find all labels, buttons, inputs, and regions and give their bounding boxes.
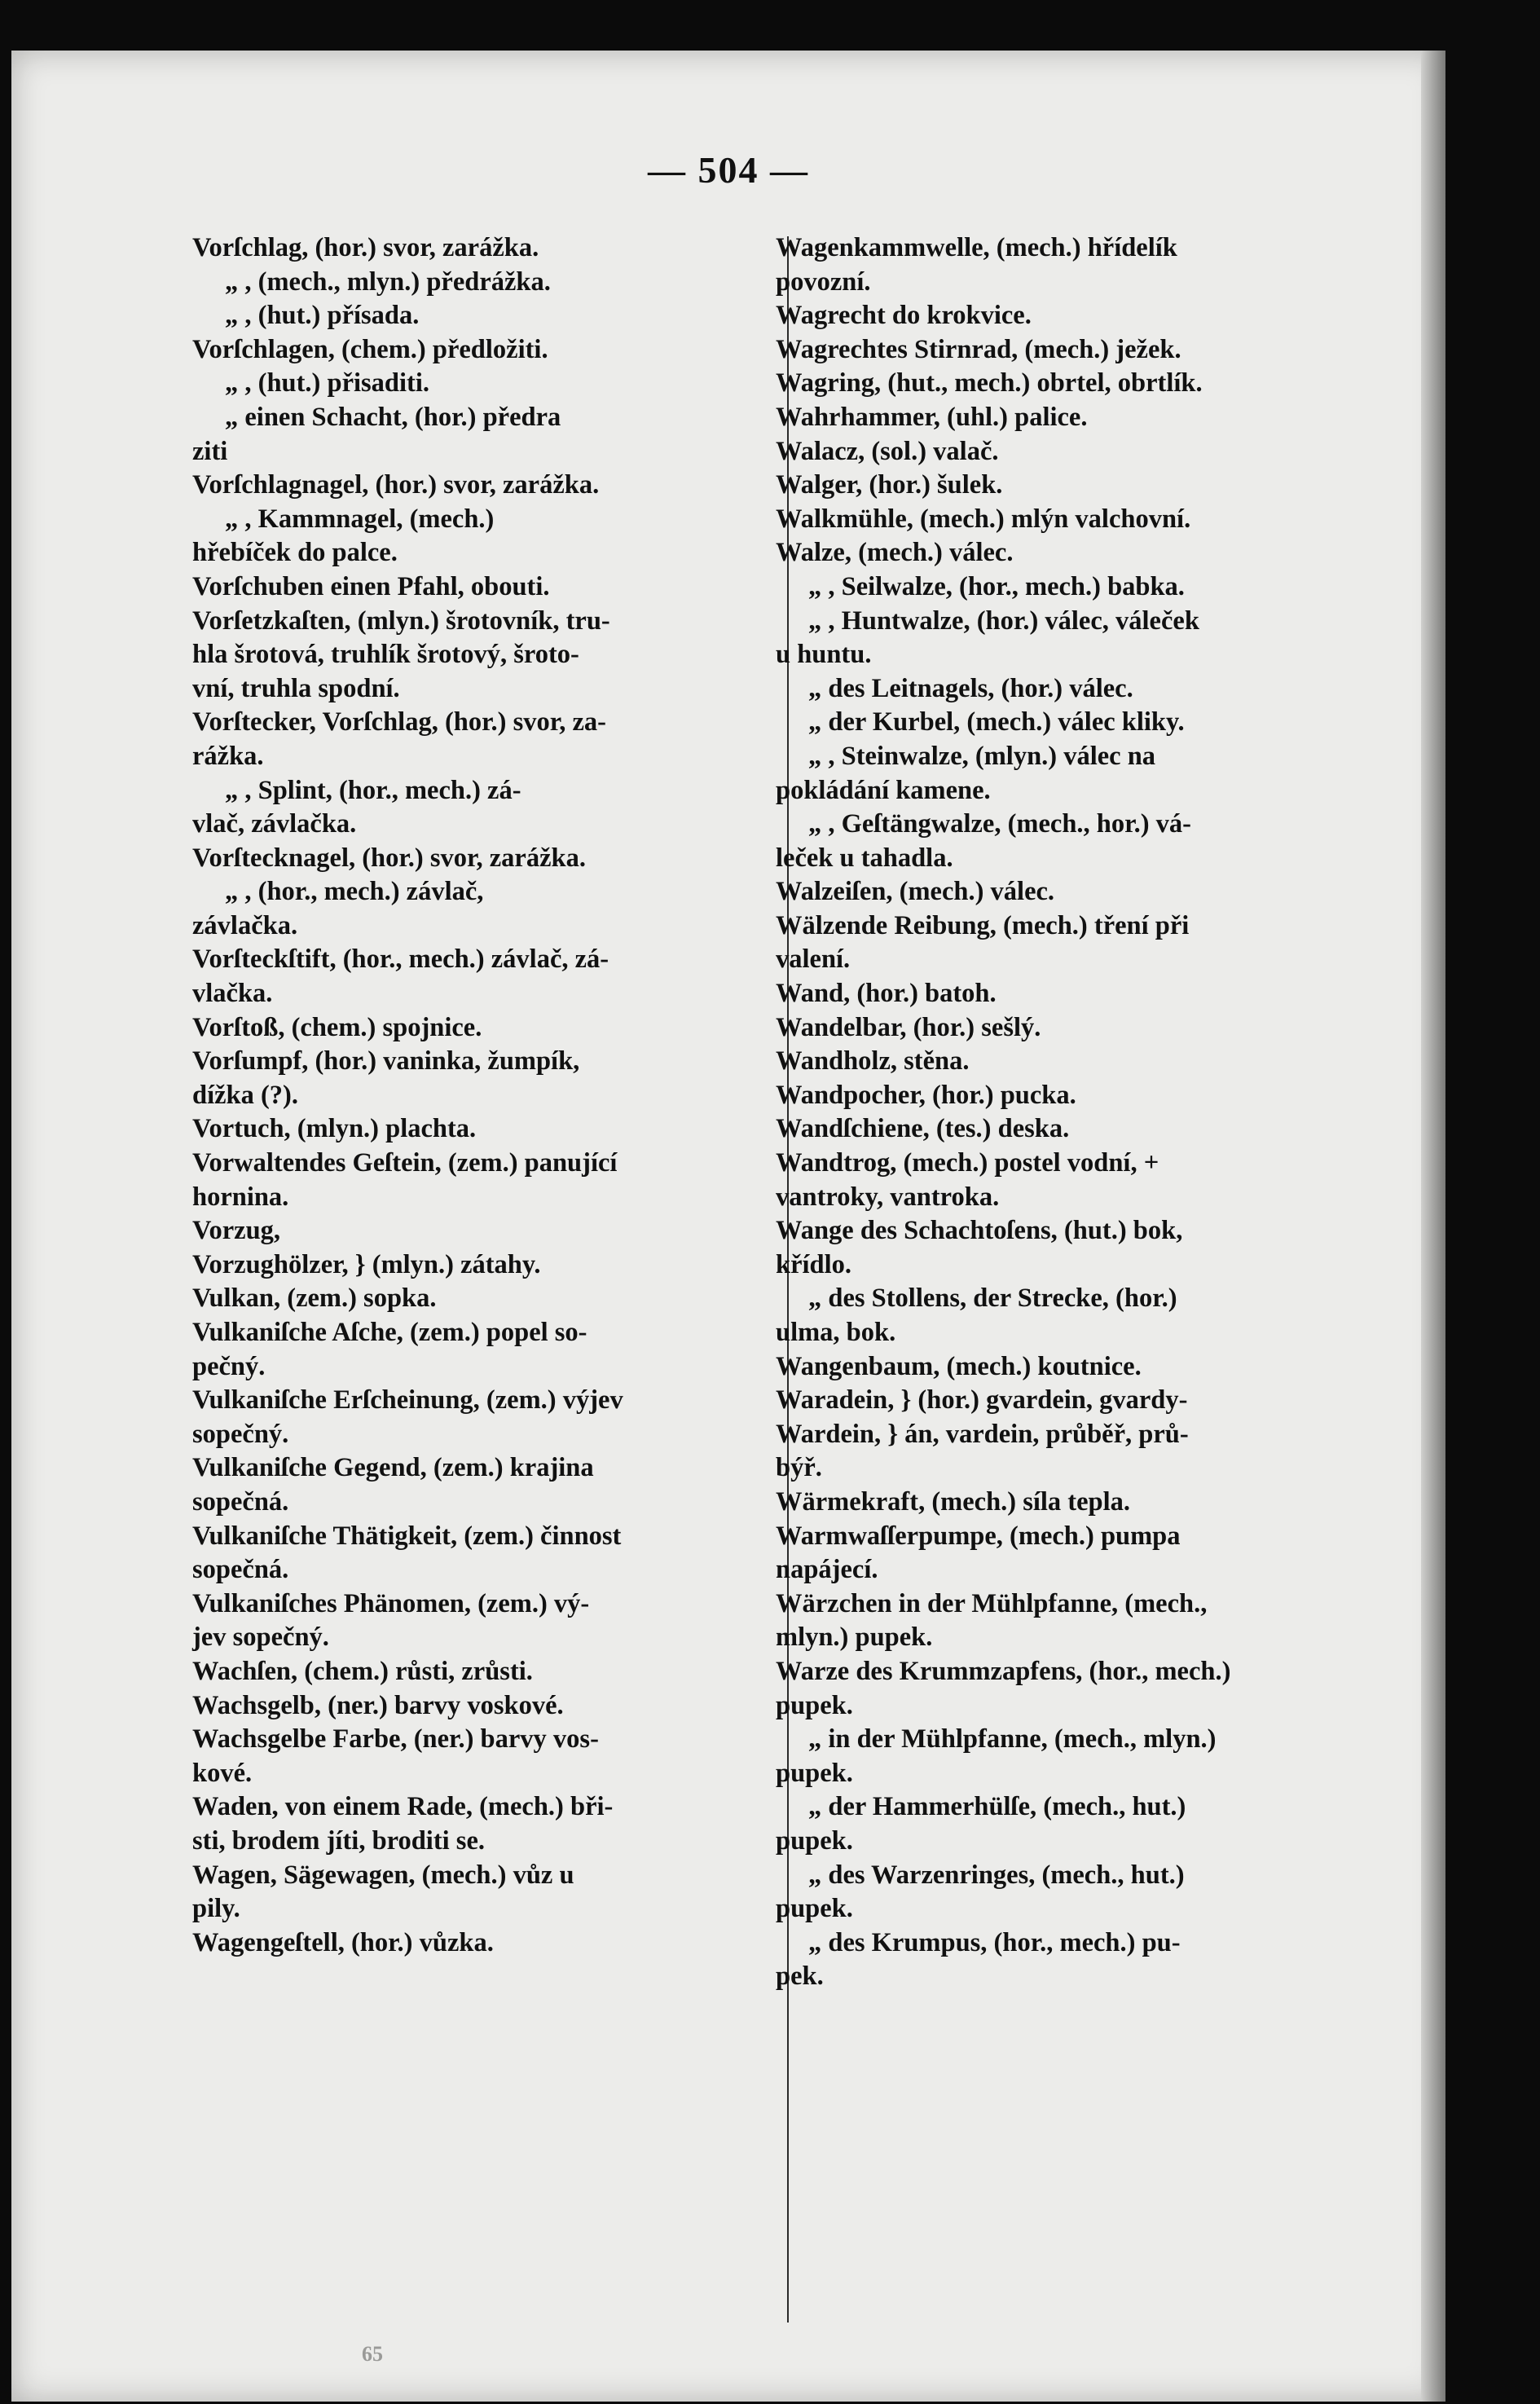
dictionary-line: Vorſetzkaſten, (mlyn.) šrotovník, tru- xyxy=(192,605,610,636)
dictionary-line: mlyn.) pupek. xyxy=(776,1622,933,1653)
page-number: — 504 — xyxy=(648,149,809,191)
dictionary-page xyxy=(11,51,1445,2402)
dictionary-line: napájecí. xyxy=(776,1555,878,1585)
dictionary-line: pily. xyxy=(192,1894,240,1924)
footer-mark: 65 xyxy=(362,2342,383,2366)
dictionary-line: „ einen Schacht, (hor.) předra xyxy=(225,402,561,432)
dictionary-line: Wagenkammwelle, (mech.) hřídelík xyxy=(776,233,1177,262)
dictionary-line: vlač, závlačka. xyxy=(192,809,357,839)
dictionary-line: „ , Steinwalze, (mlyn.) válec na xyxy=(808,741,1156,771)
dictionary-line: Vorſtecknagel, (hor.) svor, zarážka. xyxy=(192,843,586,873)
dictionary-line: Wange des Schachtoſens, (hut.) bok, xyxy=(776,1216,1183,1246)
dictionary-line: „ des Warzenringes, (mech., hut.) xyxy=(808,1860,1185,1890)
dictionary-line: Wandſchiene, (tes.) deska. xyxy=(776,1114,1070,1144)
dictionary-line: vantroky, vantroka. xyxy=(776,1182,1000,1212)
dictionary-line: Vulkaniſche Erſcheinung, (zem.) výjev xyxy=(192,1385,623,1416)
dictionary-line: sopečný. xyxy=(192,1419,289,1449)
dictionary-line: „ , (hor., mech.) závlač, xyxy=(225,877,484,907)
dictionary-line: vní, truhla spodní. xyxy=(192,673,400,703)
dictionary-line: pupek. xyxy=(776,1758,853,1788)
dictionary-line: „ der Hammerhülſe, (mech., hut.) xyxy=(808,1792,1186,1822)
dictionary-line: Wardein, } án, vardein, průběř, prů- xyxy=(776,1419,1189,1449)
dictionary-line: hřebíček do palce. xyxy=(192,538,398,568)
dictionary-line: rážka. xyxy=(192,741,264,771)
dictionary-line: „ , (mech., mlyn.) předrážka. xyxy=(225,266,551,297)
dictionary-line: sopečná. xyxy=(192,1555,289,1585)
dictionary-line: Wandholz, stěna. xyxy=(776,1046,970,1077)
dictionary-line: Vorſteckſtift, (hor., mech.) závlač, zá- xyxy=(192,944,609,975)
dictionary-line: Wärzchen in der Mühlpfanne, (mech., xyxy=(776,1588,1208,1618)
dictionary-line: „ , Huntwalze, (hor.) válec, váleček xyxy=(808,605,1199,636)
dictionary-line: pupek. xyxy=(776,1690,853,1720)
dictionary-line: Wagengeſtell, (hor.) vůzka. xyxy=(192,1927,494,1957)
dictionary-line: Wangenbaum, (mech.) koutnice. xyxy=(776,1351,1142,1381)
dictionary-line: sti, brodem jíti, broditi se. xyxy=(192,1825,486,1856)
dictionary-line: Vulkaniſche Gegend, (zem.) krajina xyxy=(192,1453,594,1483)
dictionary-line: sopečná. xyxy=(192,1486,289,1517)
dictionary-line: u huntu. xyxy=(776,640,872,670)
dictionary-line: „ in der Mühlpfanne, (mech., mlyn.) xyxy=(808,1724,1217,1755)
dictionary-line: býř. xyxy=(776,1453,822,1483)
dictionary-line: křídlo. xyxy=(776,1249,852,1279)
dictionary-line: Vorſchlagnagel, (hor.) svor, zarážka. xyxy=(192,470,600,500)
dictionary-line: Wachſen, (chem.) růsti, zrůsti. xyxy=(192,1656,533,1686)
right-column xyxy=(776,231,1383,1994)
dictionary-line: závlačka. xyxy=(192,910,298,940)
dictionary-line: Wachsgelbe Farbe, (ner.) barvy vos- xyxy=(192,1724,599,1755)
dictionary-line: Wagrecht do krokvice. xyxy=(776,301,1032,331)
dictionary-line: Wandpocher, (hor.) pucka. xyxy=(776,1080,1076,1110)
dictionary-line: Vulkaniſche Thätigkeit, (zem.) činnost xyxy=(192,1521,622,1551)
dictionary-line: Vorſtoß, (chem.) spojnice. xyxy=(192,1012,482,1042)
dictionary-line: kové. xyxy=(192,1758,253,1788)
dictionary-line: pupek. xyxy=(776,1894,853,1924)
dictionary-line: Vorſchlagen, (chem.) předložiti. xyxy=(192,334,548,364)
dictionary-line: Vorſchuben einen Pfahl, obouti. xyxy=(192,571,550,601)
dictionary-line: „ , (hut.) přísada. xyxy=(225,301,420,331)
dictionary-line: Wagrechtes Stirnrad, (mech.) ježek. xyxy=(776,334,1181,364)
dictionary-line: dížka (?). xyxy=(192,1080,298,1110)
dictionary-line: povozní. xyxy=(776,266,871,297)
left-column xyxy=(192,231,803,1960)
dictionary-line: ziti xyxy=(192,436,228,466)
dictionary-line: Wagring, (hut., mech.) obrtel, obrtlík. xyxy=(776,368,1203,398)
dictionary-line: „ des Stollens, der Strecke, (hor.) xyxy=(808,1283,1177,1314)
dictionary-line: „ , (hut.) přisaditi. xyxy=(225,368,430,398)
dictionary-line: Wagen, Sägewagen, (mech.) vůz u xyxy=(192,1860,574,1890)
dictionary-line: Warze des Krummzapfens, (hor., mech.) xyxy=(776,1656,1231,1686)
dictionary-line: Wand, (hor.) batoh. xyxy=(776,979,997,1009)
dictionary-line: leček u tahadla. xyxy=(776,843,953,873)
dictionary-line: „ der Kurbel, (mech.) válec kliky. xyxy=(808,707,1185,737)
dictionary-line: Vorſtecker, Vorſchlag, (hor.) svor, za- xyxy=(192,707,606,737)
page-spine-shadow xyxy=(1421,51,1445,2402)
dictionary-line: Vorzug, xyxy=(192,1216,281,1246)
dictionary-line: „ , Seilwalze, (hor., mech.) babka. xyxy=(808,571,1185,601)
dictionary-line: Walacz, (sol.) valač. xyxy=(776,436,999,466)
dictionary-line: pupek. xyxy=(776,1825,853,1856)
dictionary-line: Wahrhammer, (uhl.) palice. xyxy=(776,402,1088,432)
dictionary-line: valení. xyxy=(776,944,851,975)
dictionary-line: Vorſumpf, (hor.) vaninka, žumpík, xyxy=(192,1046,580,1077)
dictionary-line: Waden, von einem Rade, (mech.) bři- xyxy=(192,1792,614,1822)
dictionary-line: Walzeiſen, (mech.) válec. xyxy=(776,877,1055,907)
dictionary-line: Vortuch, (mlyn.) plachta. xyxy=(192,1114,477,1144)
dictionary-line: Walger, (hor.) šulek. xyxy=(776,470,1003,500)
dictionary-line: Warmwaſſerpumpe, (mech.) pumpa xyxy=(776,1521,1181,1551)
dictionary-line: „ des Krumpus, (hor., mech.) pu- xyxy=(808,1927,1181,1957)
dictionary-line: vlačka. xyxy=(192,979,273,1009)
dictionary-line: Vorwaltendes Geſtein, (zem.) panující xyxy=(192,1148,618,1178)
dictionary-line: Vorſchlag, (hor.) svor, zarážka. xyxy=(192,233,539,262)
dictionary-line: Vulkaniſche Aſche, (zem.) popel so- xyxy=(192,1318,587,1347)
dictionary-line: „ , Kammnagel, (mech.) xyxy=(225,504,495,534)
dictionary-line: Wälzende Reibung, (mech.) tření při xyxy=(776,910,1190,940)
dictionary-line: jev sopečný. xyxy=(192,1622,329,1653)
dictionary-line: Walkmühle, (mech.) mlýn valchovní. xyxy=(776,504,1191,534)
dictionary-line: Wandelbar, (hor.) sešlý. xyxy=(776,1012,1041,1042)
dictionary-line: hla šrotová, truhlík šrotový, šroto- xyxy=(192,640,579,670)
dictionary-line: Wärmekraft, (mech.) síla tepla. xyxy=(776,1486,1131,1517)
dictionary-line: Vorzughölzer, } (mlyn.) zátahy. xyxy=(192,1249,541,1279)
dictionary-line: Walze, (mech.) válec. xyxy=(776,538,1014,568)
dictionary-line: pek. xyxy=(776,1962,824,1992)
dictionary-line: Vulkaniſches Phänomen, (zem.) vý- xyxy=(192,1588,590,1618)
dictionary-line: Wandtrog, (mech.) postel vodní, + xyxy=(776,1148,1159,1178)
dictionary-line: pečný. xyxy=(192,1351,266,1381)
dictionary-line: „ des Leitnagels, (hor.) válec. xyxy=(808,673,1133,703)
dictionary-line: Vulkan, (zem.) sopka. xyxy=(192,1283,437,1314)
dictionary-line: Wachsgelb, (ner.) barvy voskové. xyxy=(192,1690,564,1720)
dictionary-line: „ , Geſtängwalze, (mech., hor.) vá- xyxy=(808,809,1191,839)
dictionary-line: ulma, bok. xyxy=(776,1318,896,1347)
dictionary-line: „ , Splint, (hor., mech.) zá- xyxy=(225,775,521,805)
dictionary-line: pokládání kamene. xyxy=(776,775,991,805)
dictionary-line: Waradein, } (hor.) gvardein, gvardy- xyxy=(776,1385,1188,1416)
dictionary-line: hornina. xyxy=(192,1182,289,1212)
